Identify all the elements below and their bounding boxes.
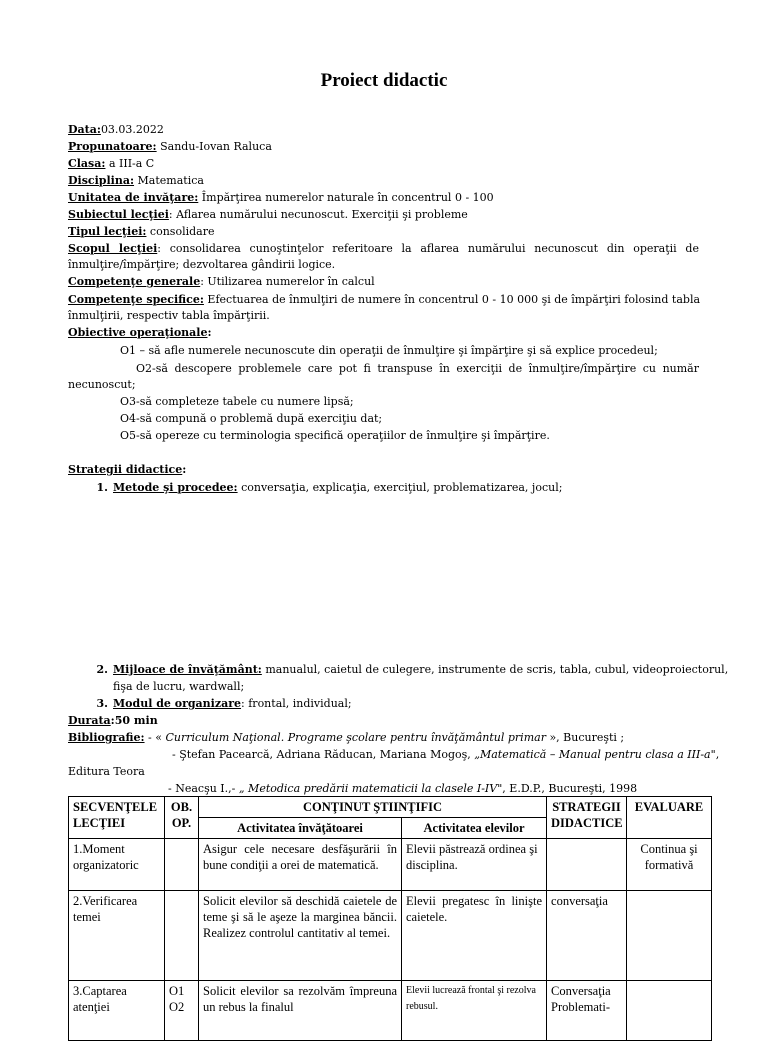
subject-value: : Aflarea numărului necunoscut. Exerciţii şi probleme — [168, 208, 468, 221]
objectives-label: Obiective operaţionale — [68, 326, 208, 339]
specific-competences-label: Competenţe specifice: — [68, 293, 204, 306]
header-content: CONŢINUT ŞTIINŢIFIC — [199, 797, 547, 818]
header-sequences: SECVENŢELE LECŢIEI — [69, 797, 165, 839]
discipline-value: Matematica — [134, 174, 204, 187]
specific-competences-value: Efectuarea de înmulţiri de numere în concentrul 0 - 10 000 şi de împărţiri folosind tabla — [203, 293, 701, 306]
subject-line — [68, 207, 468, 223]
bibliography-line-3: Editura Teora — [68, 765, 145, 778]
type-label: Tipul lecţiei: — [68, 225, 147, 238]
unit-label: Unitatea de invăţare: — [68, 191, 199, 204]
bibliography-line-1: Bibliografie: - « Curriculum Naţional. Programe şcolare pentru învăţământul primar », Bucureşti ; — [68, 731, 625, 744]
teacher-label: Propunatoare: — [68, 140, 157, 153]
scope-continuation: înmulţire/împărţire; dezvoltarea gândirii logice. — [68, 258, 336, 271]
duration-line — [68, 713, 158, 729]
objective-1: O1 – să afle numerele necunoscute din operaţii de înmulţire şi împărţire şi să explice procedeul; — [120, 344, 658, 357]
header-evaluation: EVALUARE — [627, 797, 712, 839]
class-label: Clasa: — [68, 157, 106, 170]
table-row: 2.Verificarea temei Solicit elevilor să deschidă caietele de teme şi să le aşeze la marginea băncii. Realizez controlul cantitativ al temei. Elevii pregatesc în linişte caietele. conversaţia — [69, 891, 712, 981]
table-row: 1.Moment organizatoric Asigur cele necesare desfăşurării în bune condiţii a orei de matematică. Elevii păstrează ordinea şi disciplina. Continua şi formativă — [69, 839, 712, 891]
bibliography-line-4: - Neacşu I.,- „ Metodica predării matematicii la clasele I-IV", E.D.P., Bucureşti, 1998 — [168, 782, 638, 795]
scope-label: Scopul lecţiei — [68, 242, 158, 255]
general-competences-value: : Utilizarea numerelor în calcul — [200, 275, 375, 288]
general-competences-label: Competenţe generale — [68, 275, 201, 288]
means-value: manualul, caietul de culegere, instrumente de scris, tabla, cubul, videoproiectorul, — [261, 663, 729, 676]
class-value: a III-a C — [105, 157, 155, 170]
scope-line — [68, 241, 699, 257]
specific-competences-line — [68, 292, 700, 308]
header-teacher-activity: Activitatea învăţătoarei — [199, 818, 402, 839]
date-line — [68, 122, 164, 138]
objective-3: O3-să completeze tabele cu numere lipsă; — [120, 395, 354, 408]
type-line — [68, 224, 214, 240]
strategy-item-2: 2. Mijloace de învăţământ: manualul, caietul de culegere, instrumente de scris, tabla, cubul, videoproiectorul, — [96, 663, 729, 676]
objective-2-continuation: necunoscut; — [68, 378, 136, 391]
strategies-label: Strategii didactice — [68, 463, 183, 476]
strategy-item-1: 1. Metode şi procedee: conversaţia, explicaţia, exerciţiul, problematizarea, jocul; — [96, 481, 563, 494]
bibliography-line-2: - Ştefan Pacearcă, Adriana Răducan, Mariana Mogoş, „Matematică – Manual pentru clasa a III-a", — [172, 748, 720, 761]
objective-4: O4-să compună o problemă după exerciţiu dat; — [120, 412, 383, 425]
page-title: Proiect didactic — [320, 70, 448, 91]
specific-competences-continuation: înmulţirii, respectiv tabla împărţirii. — [68, 309, 270, 322]
general-competences-line — [68, 274, 375, 290]
lesson-plan-table — [68, 796, 712, 1041]
objectives-heading: Obiective operaţionale: — [68, 326, 212, 339]
organization-label: Modul de organizare — [113, 697, 242, 710]
bibliography-label: Bibliografie: — [68, 731, 145, 744]
date-value: 03.03.2022 — [100, 123, 164, 136]
objective-5: O5-să opereze cu terminologia specifică operaţiilor de înmulţire şi împărţire. — [120, 429, 550, 442]
strategy-item-3: 3. Modul de organizare: frontal, individual; — [96, 697, 352, 710]
subject-label: Subiectul lecţiei — [68, 208, 169, 221]
means-continuation: fişa de lucru, wardwall; — [113, 680, 245, 693]
table-row: 3.Captarea atenţiei O1 O2 Solicit elevilor sa rezolvăm împreuna un rebus la finalul Elevii lucrează frontal şi rezolva rebusul. Conversaţia Problemati- — [69, 981, 712, 1041]
header-student-activity: Activitatea elevilor — [402, 818, 547, 839]
methods-label: Metode şi procedee: — [113, 481, 238, 494]
class-line — [68, 156, 154, 172]
scope-value: : consolidarea cunoştinţelor referitoare la aflarea numărului necunoscut din operaţii de — [157, 242, 699, 255]
teacher-value: Sandu-Iovan Raluca — [160, 140, 272, 153]
unit-value: Împărţirea numerelor naturale în concentrul 0 - 100 — [198, 191, 494, 204]
strategies-heading: Strategii didactice: — [68, 463, 187, 476]
duration-value: :50 min — [110, 714, 158, 727]
table-header-row — [69, 797, 712, 818]
header-objectives: OB. OP. — [165, 797, 199, 839]
organization-value: : frontal, individual; — [241, 697, 352, 710]
duration-label: Durata — [68, 714, 111, 727]
teacher-line — [68, 139, 272, 155]
header-strategies: STRATEGII DIDACTICE — [547, 797, 627, 839]
discipline-line — [68, 173, 204, 189]
methods-value: conversaţia, explicaţia, exerciţiul, problematizarea, jocul; — [237, 481, 563, 494]
unit-line — [68, 190, 494, 206]
objective-2: O2-să descopere problemele care pot fi transpuse în exerciţii de înmulţire/împărţire cu număr — [136, 362, 699, 375]
means-label: Mijloace de învăţământ: — [113, 663, 262, 676]
discipline-label: Disciplina: — [68, 174, 135, 187]
type-value: consolidare — [146, 225, 215, 238]
date-label: Data: — [68, 123, 101, 136]
